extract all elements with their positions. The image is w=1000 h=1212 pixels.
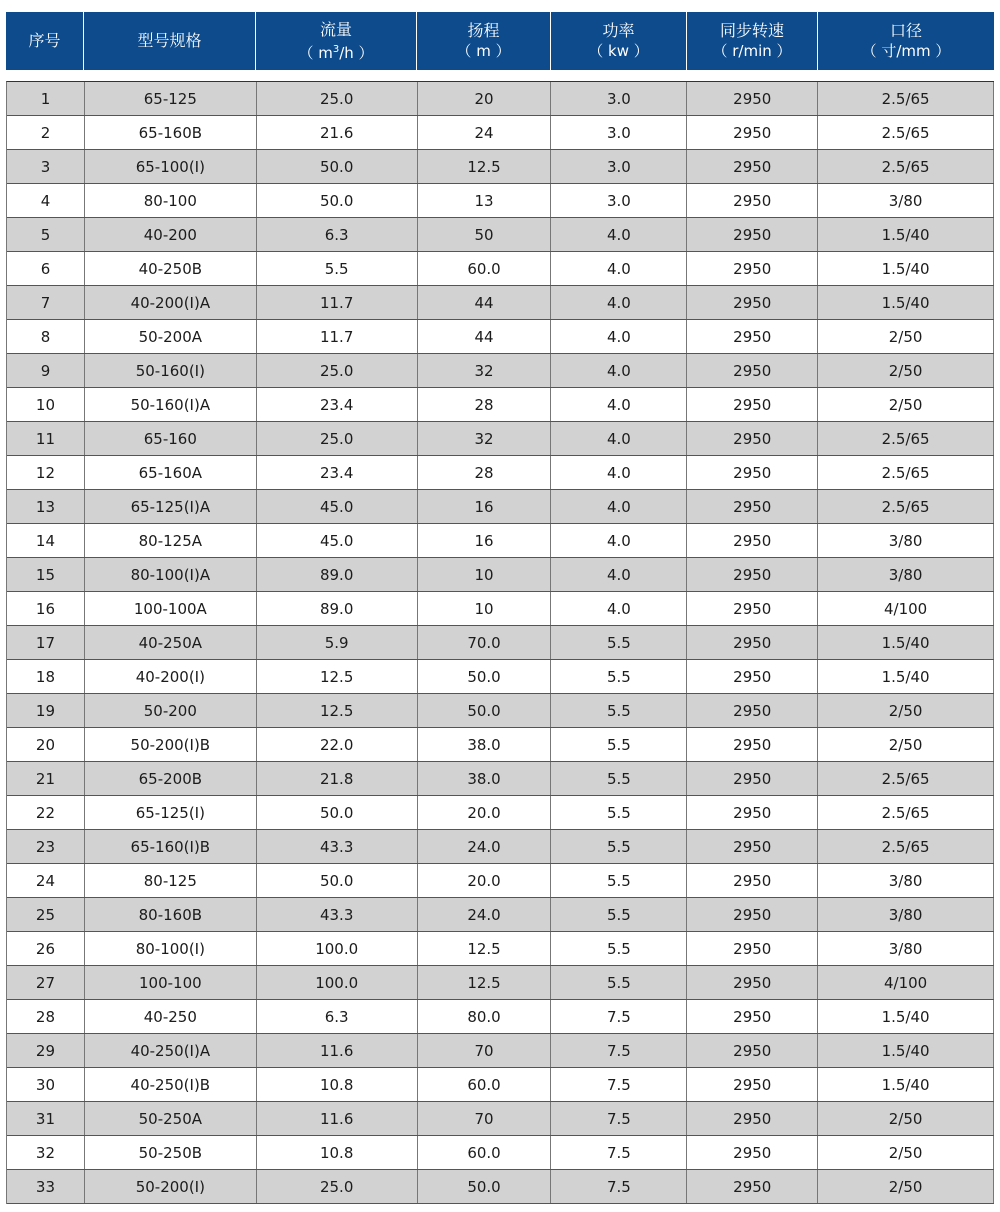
cell-index: 6	[7, 252, 85, 285]
cell-head: 16	[418, 490, 552, 523]
cell-flow: 89.0	[257, 558, 418, 591]
cell-head: 24	[418, 116, 552, 149]
cell-model: 80-100(I)	[85, 932, 257, 965]
table-row	[7, 626, 994, 660]
cell-index: 19	[7, 694, 85, 727]
cell-caliber: 2.5/65	[818, 762, 994, 795]
cell-power: 5.5	[551, 966, 687, 999]
cell-flow: 5.9	[257, 626, 418, 659]
cell-caliber: 2/50	[818, 1170, 994, 1203]
cell-model: 50-200	[85, 694, 257, 727]
cell-speed: 2950	[687, 286, 818, 319]
header-model	[84, 12, 256, 70]
cell-caliber: 2/50	[818, 694, 994, 727]
cell-flow: 11.7	[257, 286, 418, 319]
cell-index: 27	[7, 966, 85, 999]
cell-power: 5.5	[551, 864, 687, 897]
cell-caliber: 2.5/65	[818, 796, 994, 829]
cell-speed: 2950	[687, 490, 818, 523]
cell-flow: 25.0	[257, 82, 418, 115]
cell-model: 50-200(I)B	[85, 728, 257, 761]
cell-flow: 6.3	[257, 218, 418, 251]
cell-head: 13	[418, 184, 552, 217]
cell-flow: 50.0	[257, 150, 418, 183]
cell-head: 20.0	[418, 864, 552, 897]
cell-flow: 89.0	[257, 592, 418, 625]
table-row	[7, 762, 994, 796]
table-row	[7, 592, 994, 626]
table-row	[7, 966, 994, 1000]
cell-model: 40-250A	[85, 626, 257, 659]
header-caliber	[818, 12, 994, 70]
cell-head: 32	[418, 422, 552, 455]
table-row	[7, 218, 994, 252]
cell-power: 4.0	[551, 218, 687, 251]
cell-head: 70	[418, 1034, 552, 1067]
cell-caliber: 2/50	[818, 1102, 994, 1135]
cell-speed: 2950	[687, 660, 818, 693]
cell-power: 4.0	[551, 456, 687, 489]
cell-model: 100-100A	[85, 592, 257, 625]
cell-index: 8	[7, 320, 85, 353]
cell-model: 65-125(I)A	[85, 490, 257, 523]
cell-speed: 2950	[687, 82, 818, 115]
table-body	[6, 81, 994, 1204]
cell-model: 40-250(I)A	[85, 1034, 257, 1067]
cell-index: 4	[7, 184, 85, 217]
cell-caliber: 2.5/65	[818, 82, 994, 115]
table-row	[7, 660, 994, 694]
cell-flow: 10.8	[257, 1136, 418, 1169]
table-row	[7, 932, 994, 966]
cell-flow: 100.0	[257, 966, 418, 999]
cell-head: 60.0	[418, 1068, 552, 1101]
cell-caliber: 2.5/65	[818, 490, 994, 523]
cell-speed: 2950	[687, 524, 818, 557]
table-row	[7, 1000, 994, 1034]
table-row	[7, 456, 994, 490]
cell-speed: 2950	[687, 184, 818, 217]
cell-power: 7.5	[551, 1136, 687, 1169]
cell-speed: 2950	[687, 728, 818, 761]
cell-index: 13	[7, 490, 85, 523]
cell-head: 38.0	[418, 728, 552, 761]
cell-speed: 2950	[687, 830, 818, 863]
header-flow	[256, 12, 417, 70]
cell-index: 11	[7, 422, 85, 455]
cell-power: 7.5	[551, 1170, 687, 1203]
cell-speed: 2950	[687, 626, 818, 659]
cell-power: 5.5	[551, 694, 687, 727]
cell-head: 44	[418, 286, 552, 319]
cell-index: 21	[7, 762, 85, 795]
cell-flow: 12.5	[257, 660, 418, 693]
cell-flow: 11.6	[257, 1034, 418, 1067]
table-row	[7, 864, 994, 898]
cell-index: 24	[7, 864, 85, 897]
cell-caliber: 3/80	[818, 932, 994, 965]
cell-power: 4.0	[551, 592, 687, 625]
cell-index: 33	[7, 1170, 85, 1203]
cell-power: 5.5	[551, 626, 687, 659]
cell-flow: 50.0	[257, 864, 418, 897]
cell-index: 7	[7, 286, 85, 319]
unit-text: /h ）	[339, 43, 374, 62]
table-row	[7, 796, 994, 830]
cell-caliber: 2/50	[818, 354, 994, 387]
cell-caliber: 1.5/40	[818, 1000, 994, 1033]
cell-speed: 2950	[687, 354, 818, 387]
cell-head: 60.0	[418, 1136, 552, 1169]
table-row	[7, 184, 994, 218]
table-row	[7, 830, 994, 864]
cell-flow: 10.8	[257, 1068, 418, 1101]
cell-flow: 11.6	[257, 1102, 418, 1135]
header-unit	[298, 40, 373, 63]
table-row	[7, 524, 994, 558]
cell-power: 5.5	[551, 660, 687, 693]
table-row	[7, 898, 994, 932]
cell-power: 4.0	[551, 286, 687, 319]
cell-power: 4.0	[551, 524, 687, 557]
cell-power: 5.5	[551, 898, 687, 931]
cell-power: 7.5	[551, 1000, 687, 1033]
cell-flow: 5.5	[257, 252, 418, 285]
table-row	[7, 320, 994, 354]
cell-flow: 21.8	[257, 762, 418, 795]
cell-power: 3.0	[551, 150, 687, 183]
cell-head: 10	[418, 592, 552, 625]
cell-head: 50.0	[418, 694, 552, 727]
cell-model: 50-200(I)	[85, 1170, 257, 1203]
cell-speed: 2950	[687, 558, 818, 591]
cell-speed: 2950	[687, 592, 818, 625]
table-row	[7, 1136, 994, 1170]
cell-index: 23	[7, 830, 85, 863]
cell-speed: 2950	[687, 456, 818, 489]
cell-head: 20.0	[418, 796, 552, 829]
cell-model: 80-125A	[85, 524, 257, 557]
cell-flow: 43.3	[257, 830, 418, 863]
table-row	[7, 1068, 994, 1102]
cell-speed: 2950	[687, 1136, 818, 1169]
cell-index: 9	[7, 354, 85, 387]
cell-power: 4.0	[551, 320, 687, 353]
cell-head: 12.5	[418, 932, 552, 965]
cell-index: 18	[7, 660, 85, 693]
cell-index: 10	[7, 388, 85, 421]
cell-head: 60.0	[418, 252, 552, 285]
cell-power: 5.5	[551, 932, 687, 965]
cell-caliber: 2/50	[818, 388, 994, 421]
cell-caliber: 1.5/40	[818, 1034, 994, 1067]
cell-flow: 45.0	[257, 490, 418, 523]
cell-model: 50-160(I)	[85, 354, 257, 387]
cell-index: 20	[7, 728, 85, 761]
cell-caliber: 3/80	[818, 524, 994, 557]
table-row	[7, 1034, 994, 1068]
cell-power: 5.5	[551, 830, 687, 863]
cell-power: 3.0	[551, 184, 687, 217]
cell-head: 50	[418, 218, 552, 251]
cell-index: 2	[7, 116, 85, 149]
cell-index: 12	[7, 456, 85, 489]
cell-flow: 25.0	[257, 1170, 418, 1203]
cell-speed: 2950	[687, 1170, 818, 1203]
cell-caliber: 2.5/65	[818, 830, 994, 863]
cell-speed: 2950	[687, 762, 818, 795]
cell-caliber: 1.5/40	[818, 626, 994, 659]
header-label: 口径	[889, 21, 922, 40]
header-label: 同步转速	[719, 21, 784, 40]
cell-power: 4.0	[551, 354, 687, 387]
cell-caliber: 1.5/40	[818, 218, 994, 251]
cell-model: 40-250	[85, 1000, 257, 1033]
table-row	[7, 286, 994, 320]
header-unit: （ kw ）	[588, 42, 649, 60]
table-row	[7, 116, 994, 150]
table-row	[7, 558, 994, 592]
cell-head: 12.5	[418, 966, 552, 999]
cell-head: 70.0	[418, 626, 552, 659]
cell-power: 5.5	[551, 728, 687, 761]
table-row	[7, 150, 994, 184]
cell-flow: 50.0	[257, 184, 418, 217]
table-row	[7, 728, 994, 762]
cell-index: 28	[7, 1000, 85, 1033]
cell-flow: 100.0	[257, 932, 418, 965]
cell-speed: 2950	[687, 1102, 818, 1135]
cell-index: 31	[7, 1102, 85, 1135]
cell-index: 29	[7, 1034, 85, 1067]
cell-head: 80.0	[418, 1000, 552, 1033]
cell-speed: 2950	[687, 320, 818, 353]
cell-model: 40-200(I)	[85, 660, 257, 693]
cell-speed: 2950	[687, 1000, 818, 1033]
cell-flow: 21.6	[257, 116, 418, 149]
cell-caliber: 2/50	[818, 728, 994, 761]
cell-speed: 2950	[687, 796, 818, 829]
header-label: 型号规格	[137, 31, 202, 50]
cell-speed: 2950	[687, 422, 818, 455]
cell-speed: 2950	[687, 694, 818, 727]
cell-flow: 23.4	[257, 456, 418, 489]
cell-power: 4.0	[551, 252, 687, 285]
unit-text: （ m	[298, 43, 333, 62]
cell-caliber: 4/100	[818, 592, 994, 625]
header-gap	[6, 70, 994, 81]
header-unit: （ 寸/mm ）	[861, 42, 951, 60]
cell-caliber: 3/80	[818, 864, 994, 897]
table-row	[7, 252, 994, 286]
cell-index: 25	[7, 898, 85, 931]
cell-speed: 2950	[687, 388, 818, 421]
table-row	[7, 354, 994, 388]
table-row	[7, 422, 994, 456]
cell-power: 7.5	[551, 1034, 687, 1067]
table-row	[7, 82, 994, 116]
cell-model: 65-160A	[85, 456, 257, 489]
header-label: 功率	[602, 21, 635, 40]
cell-speed: 2950	[687, 218, 818, 251]
cell-flow: 23.4	[257, 388, 418, 421]
cell-head: 70	[418, 1102, 552, 1135]
cell-index: 3	[7, 150, 85, 183]
cell-head: 38.0	[418, 762, 552, 795]
cell-head: 32	[418, 354, 552, 387]
cell-speed: 2950	[687, 898, 818, 931]
cell-model: 40-200(I)A	[85, 286, 257, 319]
cell-model: 65-200B	[85, 762, 257, 795]
header-index	[6, 12, 84, 70]
cell-model: 100-100	[85, 966, 257, 999]
cell-model: 65-160	[85, 422, 257, 455]
cell-speed: 2950	[687, 1068, 818, 1101]
cell-head: 24.0	[418, 898, 552, 931]
cell-caliber: 1.5/40	[818, 660, 994, 693]
cell-model: 65-125	[85, 82, 257, 115]
cell-index: 15	[7, 558, 85, 591]
cell-model: 40-250B	[85, 252, 257, 285]
cell-flow: 25.0	[257, 354, 418, 387]
table-row	[7, 1102, 994, 1136]
cell-model: 65-100(I)	[85, 150, 257, 183]
cell-speed: 2950	[687, 966, 818, 999]
cell-flow: 43.3	[257, 898, 418, 931]
cell-index: 1	[7, 82, 85, 115]
cell-caliber: 2.5/65	[818, 116, 994, 149]
cell-power: 3.0	[551, 82, 687, 115]
cell-caliber: 1.5/40	[818, 252, 994, 285]
table-row	[7, 490, 994, 524]
header-power	[551, 12, 687, 70]
cell-speed: 2950	[687, 932, 818, 965]
cell-power: 4.0	[551, 490, 687, 523]
header-label: 序号	[28, 31, 61, 50]
cell-head: 24.0	[418, 830, 552, 863]
header-label: 扬程	[467, 21, 500, 40]
cell-power: 4.0	[551, 388, 687, 421]
cell-head: 12.5	[418, 150, 552, 183]
cell-index: 30	[7, 1068, 85, 1101]
cell-speed: 2950	[687, 252, 818, 285]
cell-head: 50.0	[418, 660, 552, 693]
cell-model: 65-160(I)B	[85, 830, 257, 863]
cell-power: 3.0	[551, 116, 687, 149]
cell-head: 44	[418, 320, 552, 353]
cell-head: 50.0	[418, 1170, 552, 1203]
cell-caliber: 3/80	[818, 898, 994, 931]
cell-model: 80-100(I)A	[85, 558, 257, 591]
cell-speed: 2950	[687, 150, 818, 183]
cell-model: 65-160B	[85, 116, 257, 149]
cell-power: 4.0	[551, 558, 687, 591]
cell-caliber: 1.5/40	[818, 286, 994, 319]
cell-power: 5.5	[551, 762, 687, 795]
cell-head: 20	[418, 82, 552, 115]
cell-caliber: 3/80	[818, 558, 994, 591]
cell-caliber: 2.5/65	[818, 150, 994, 183]
cell-model: 40-250(I)B	[85, 1068, 257, 1101]
cell-head: 28	[418, 388, 552, 421]
cell-model: 50-200A	[85, 320, 257, 353]
table-header	[6, 12, 994, 70]
cell-caliber: 2.5/65	[818, 422, 994, 455]
cell-power: 7.5	[551, 1102, 687, 1135]
header-unit: （ r/min ）	[712, 42, 792, 60]
header-speed	[687, 12, 818, 70]
cell-index: 32	[7, 1136, 85, 1169]
cell-power: 5.5	[551, 796, 687, 829]
cell-flow: 11.7	[257, 320, 418, 353]
cell-index: 16	[7, 592, 85, 625]
header-unit: （ m ）	[456, 42, 511, 60]
cell-caliber: 3/80	[818, 184, 994, 217]
cell-speed: 2950	[687, 864, 818, 897]
unit-superscript: 3	[332, 43, 340, 55]
cell-head: 28	[418, 456, 552, 489]
cell-flow: 50.0	[257, 796, 418, 829]
cell-flow: 22.0	[257, 728, 418, 761]
cell-index: 5	[7, 218, 85, 251]
cell-flow: 12.5	[257, 694, 418, 727]
cell-model: 50-160(I)A	[85, 388, 257, 421]
cell-index: 17	[7, 626, 85, 659]
cell-index: 22	[7, 796, 85, 829]
cell-model: 80-100	[85, 184, 257, 217]
cell-caliber: 1.5/40	[818, 1068, 994, 1101]
cell-speed: 2950	[687, 116, 818, 149]
cell-caliber: 4/100	[818, 966, 994, 999]
cell-index: 26	[7, 932, 85, 965]
cell-model: 80-160B	[85, 898, 257, 931]
cell-head: 16	[418, 524, 552, 557]
table-row	[7, 1170, 994, 1204]
cell-model: 80-125	[85, 864, 257, 897]
cell-model: 65-125(I)	[85, 796, 257, 829]
cell-power: 7.5	[551, 1068, 687, 1101]
table-row	[7, 388, 994, 422]
cell-flow: 25.0	[257, 422, 418, 455]
spec-table	[6, 12, 994, 1204]
cell-speed: 2950	[687, 1034, 818, 1067]
cell-model: 50-250B	[85, 1136, 257, 1169]
cell-caliber: 2/50	[818, 320, 994, 353]
cell-caliber: 2/50	[818, 1136, 994, 1169]
cell-flow: 6.3	[257, 1000, 418, 1033]
cell-caliber: 2.5/65	[818, 456, 994, 489]
cell-flow: 45.0	[257, 524, 418, 557]
table-row	[7, 694, 994, 728]
header-label: 流量	[319, 19, 352, 39]
cell-model: 40-200	[85, 218, 257, 251]
header-head	[417, 12, 551, 70]
cell-index: 14	[7, 524, 85, 557]
cell-model: 50-250A	[85, 1102, 257, 1135]
cell-power: 4.0	[551, 422, 687, 455]
cell-head: 10	[418, 558, 552, 591]
